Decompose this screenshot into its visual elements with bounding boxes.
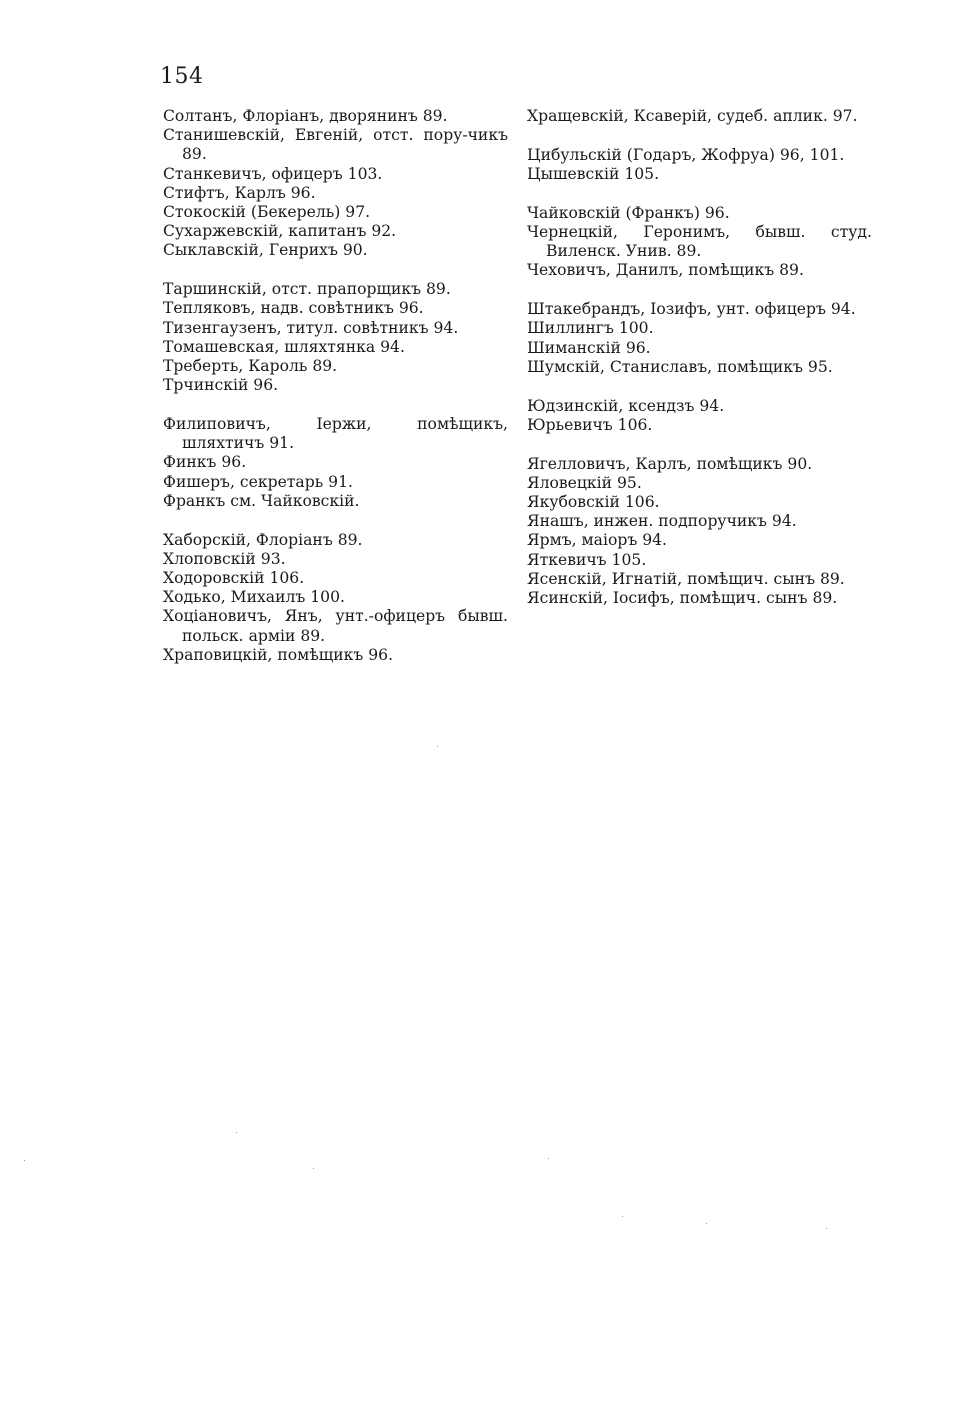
- index-entry: Шумскій, Станиславъ, помѣщикъ 95.: [527, 357, 833, 376]
- index-entry: Трчинскій 96.: [163, 376, 279, 395]
- index-group: [527, 146, 872, 184]
- index-group: [527, 300, 872, 377]
- index-entry: Фишеръ, секретарь 91.: [163, 472, 353, 491]
- index-entry: Станишевскій, Евгеній, отст. пору-чикъ 89.: [163, 126, 508, 164]
- index-entry: Таршинскій, отст. прапорщикъ 89.: [163, 280, 451, 299]
- index-entry: Храповицкій, помѣщикъ 96.: [163, 645, 394, 664]
- index-group: [527, 455, 872, 609]
- index-entry: Франкъ см. Чайковскій.: [163, 491, 360, 510]
- index-entry: Якубовскій 106.: [527, 493, 660, 512]
- index-group: [163, 280, 508, 395]
- index-entry: Яткевичъ 105.: [527, 550, 647, 569]
- index-entry: Штакебрандъ, Іозифъ, унт. офицеръ 94.: [527, 300, 856, 319]
- index-entry: Треберть, Кароль 89.: [163, 357, 338, 376]
- index-entry: Сыклавскій, Генрихъ 90.: [163, 241, 368, 260]
- index-entry: Тепляковъ, надв. совѣтникъ 96.: [163, 299, 424, 318]
- index-entry: Стифтъ, Карлъ 96.: [163, 183, 316, 202]
- index-entry: Цибульскій (Годаръ, Жофруа) 96, 101.: [527, 145, 845, 164]
- index-entry: Ягелловичъ, Карлъ, помѣщикъ 90.: [527, 454, 813, 473]
- index-entry: Ярмъ, маіоръ 94.: [527, 531, 668, 550]
- index-entry: Хлоповскій 93.: [163, 549, 286, 568]
- index-entry: Ходько, Михаилъ 100.: [163, 588, 345, 607]
- left-index-column: [163, 107, 508, 685]
- index-entry: Ходоровскій 106.: [163, 569, 305, 588]
- index-entry: Яловецкій 95.: [527, 473, 642, 492]
- index-entry: Чайковскій (Франкъ) 96.: [527, 203, 730, 222]
- index-entry: Цышевскій 105.: [527, 165, 660, 183]
- index-group: [163, 107, 508, 261]
- index-group: [163, 415, 508, 511]
- index-entry: Томашевская, шляхтянка 94.: [163, 337, 405, 356]
- right-index-column: [527, 107, 872, 628]
- index-entry: Сухаржевскій, капитанъ 92.: [163, 222, 397, 241]
- index-group: [527, 204, 872, 281]
- index-group: [527, 397, 872, 435]
- index-entry: Финкъ 96.: [163, 453, 247, 472]
- index-entry: Янашъ, инжен. подпоручикъ 94.: [527, 512, 797, 531]
- index-group: [527, 107, 872, 126]
- index-group: [163, 531, 508, 665]
- index-entry: Ясинскій, Іосифъ, помѣщич. сынъ 89.: [527, 589, 838, 608]
- index-entry: Шиллингъ 100.: [527, 319, 654, 338]
- index-entry: Шиманскій 96.: [527, 338, 651, 357]
- index-entry: Солтанъ, Флоріанъ, дворянинъ 89.: [163, 107, 448, 125]
- index-entry: Хоціановичъ, Янъ, унт.-офицеръ бывш. польск. арміи 89.: [163, 607, 508, 645]
- index-entry: Станкевичъ, офицеръ 103.: [163, 164, 383, 183]
- index-entry: Юдзинскій, ксендзъ 94.: [527, 396, 725, 415]
- index-entry: Стокоскій (Бекерель) 97.: [163, 203, 371, 222]
- index-entry: Юрьевичъ 106.: [527, 415, 653, 434]
- index-entry: Ясенскій, Игнатій, помѣщич. сынъ 89.: [527, 569, 845, 588]
- page-number: 154: [160, 64, 204, 89]
- index-entry: Чернецкій, Геронимъ, бывш. студ. Виленск. Унив. 89.: [527, 223, 872, 261]
- index-entry: Чеховичъ, Данилъ, помѣщикъ 89.: [527, 261, 804, 280]
- index-entry: Хращевскій, Ксаверій, судеб. аплик. 97.: [527, 107, 858, 125]
- index-entry: Хаборскій, Флоріанъ 89.: [163, 530, 363, 549]
- index-entry: Филиповичъ, Іержи, помѣщикъ, шляхтичъ 91.: [163, 415, 508, 453]
- index-entry: Тизенгаузенъ, титул. совѣтникъ 94.: [163, 318, 459, 337]
